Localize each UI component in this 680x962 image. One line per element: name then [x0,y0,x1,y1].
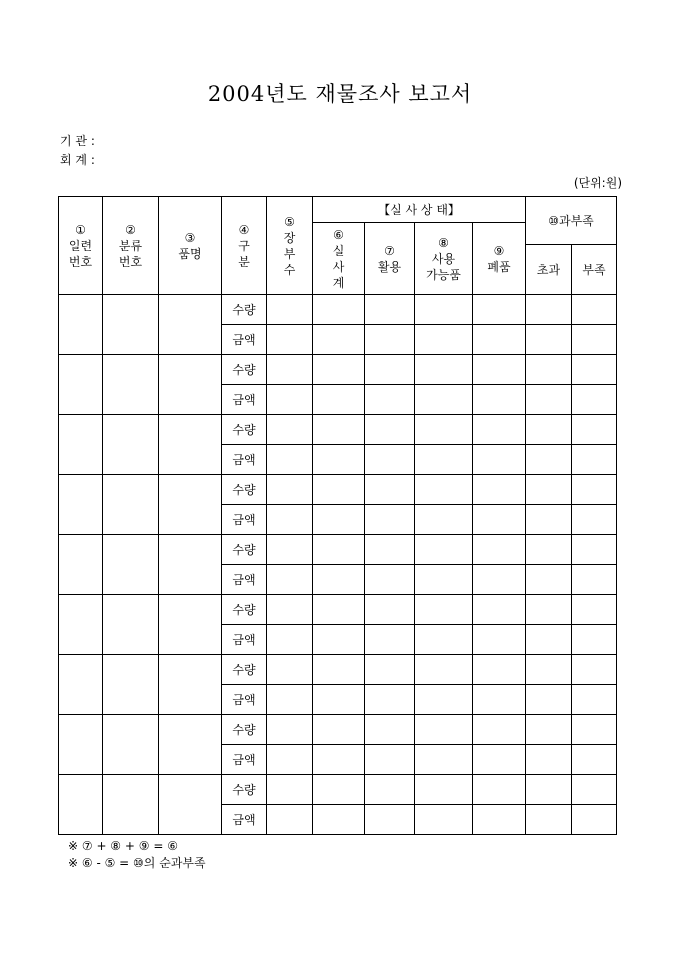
serial-no-cell[interactable] [59,475,103,535]
serial-no-cell[interactable] [59,655,103,715]
value-cell[interactable] [267,445,313,475]
quantity-label: 수량 [222,415,267,445]
value-cell[interactable] [572,445,617,475]
unit-label: (단위:원) [573,176,622,190]
value-cell[interactable] [526,535,572,565]
category-no-cell[interactable] [103,715,159,775]
value-cell[interactable] [267,415,313,445]
header-text-line: 분류 [118,238,143,253]
header-actual-status: 【실 사 상 태】 [313,197,526,223]
value-cell[interactable] [415,655,473,685]
value-cell[interactable] [473,505,526,535]
header-text-line: 장 [283,230,296,245]
header-text-line: 부 [283,246,296,261]
header-text-line: 가능품 [426,267,461,282]
header-text-line: 활용 [377,259,402,274]
value-cell[interactable] [415,775,473,805]
footnotes [68,838,206,872]
value-cell[interactable] [365,565,415,595]
item-name-cell[interactable] [159,715,222,775]
value-cell[interactable] [365,355,415,385]
amount-label: 금액 [222,805,267,835]
header-text-line: 일련 [68,238,93,253]
value-cell[interactable] [365,535,415,565]
quantity-label: 수량 [222,355,267,385]
value-cell[interactable] [365,415,415,445]
value-cell[interactable] [415,415,473,445]
value-cell[interactable] [572,655,617,685]
value-cell[interactable] [473,415,526,445]
header-text-line: ⑤ [284,214,295,229]
value-cell[interactable] [415,505,473,535]
value-cell[interactable] [415,745,473,775]
table-row [59,775,617,805]
value-cell[interactable] [267,355,313,385]
value-cell[interactable] [415,475,473,505]
category-no-cell[interactable] [103,475,159,535]
table-row [59,535,617,565]
table-row [59,715,617,745]
quantity-label: 수량 [222,655,267,685]
value-cell[interactable] [365,475,415,505]
serial-no-cell[interactable] [59,775,103,835]
header-text-line: ① [75,222,86,237]
value-cell[interactable] [415,715,473,745]
header-text-line: 폐품 [487,259,511,274]
value-cell[interactable] [473,655,526,685]
value-cell[interactable] [267,625,313,655]
value-cell[interactable] [313,535,365,565]
category-no-cell[interactable] [103,355,159,415]
value-cell[interactable] [526,415,572,445]
category-no-cell[interactable] [103,595,159,655]
header-actual-total [313,223,365,295]
value-cell[interactable] [267,385,313,415]
header-surplus: 초과 [526,245,572,295]
value-cell[interactable] [313,355,365,385]
value-cell[interactable] [572,775,617,805]
amount-label: 금액 [222,385,267,415]
value-cell[interactable] [473,805,526,835]
category-no-cell[interactable] [103,295,159,355]
value-cell[interactable] [267,775,313,805]
item-name-cell[interactable] [159,655,222,715]
header-shortage: 부족 [572,245,617,295]
header-usable [415,223,473,295]
table-row [59,355,617,385]
value-cell[interactable] [473,685,526,715]
value-cell[interactable] [267,325,313,355]
amount-label: 금액 [222,325,267,355]
value-cell[interactable] [572,475,617,505]
value-cell[interactable] [313,625,365,655]
value-cell[interactable] [313,505,365,535]
value-cell[interactable] [572,715,617,745]
quantity-label: 수량 [222,535,267,565]
value-cell[interactable] [526,385,572,415]
value-cell[interactable] [415,565,473,595]
value-cell[interactable] [267,685,313,715]
value-cell[interactable] [473,625,526,655]
value-cell[interactable] [526,775,572,805]
value-cell[interactable] [313,475,365,505]
value-cell[interactable] [313,325,365,355]
header-item-name [159,197,222,295]
value-cell[interactable] [267,565,313,595]
value-cell[interactable] [526,745,572,775]
value-cell[interactable] [313,295,365,325]
category-no-cell[interactable] [103,775,159,835]
item-name-cell[interactable] [159,595,222,655]
value-cell[interactable] [313,655,365,685]
value-cell[interactable] [313,415,365,445]
table-row [59,655,617,685]
value-cell[interactable] [313,595,365,625]
header-text-line: ④ [238,222,250,237]
value-cell[interactable] [473,355,526,385]
value-cell[interactable] [415,355,473,385]
value-cell[interactable] [313,445,365,475]
amount-label: 금액 [222,685,267,715]
value-cell[interactable] [473,295,526,325]
value-cell[interactable] [526,505,572,535]
category-no-cell[interactable] [103,415,159,475]
value-cell[interactable] [415,385,473,415]
value-cell[interactable] [526,655,572,685]
value-cell[interactable] [526,805,572,835]
serial-no-cell[interactable] [59,295,103,355]
value-cell[interactable] [526,625,572,655]
value-cell[interactable] [267,475,313,505]
org-label: 기 관 : [60,134,95,148]
value-cell[interactable] [473,475,526,505]
amount-label: 금액 [222,565,267,595]
value-cell[interactable] [365,595,415,625]
item-name-cell[interactable] [159,775,222,835]
item-name-cell[interactable] [159,415,222,475]
item-name-cell[interactable] [159,295,222,355]
value-cell[interactable] [365,325,415,355]
quantity-label: 수량 [222,775,267,805]
value-cell[interactable] [473,715,526,745]
value-cell[interactable] [473,595,526,625]
table-row [59,295,617,325]
value-cell[interactable] [313,745,365,775]
value-cell[interactable] [526,565,572,595]
serial-no-cell[interactable] [59,415,103,475]
value-cell[interactable] [365,385,415,415]
header-text-line: 계 [332,275,345,290]
header-text-line: 번호 [118,254,143,269]
item-name-cell[interactable] [159,535,222,595]
item-name-cell[interactable] [159,355,222,415]
value-cell[interactable] [572,325,617,355]
value-cell[interactable] [365,445,415,475]
quantity-label: 수량 [222,595,267,625]
quantity-label: 수량 [222,295,267,325]
header-type [222,197,267,295]
value-cell[interactable] [313,805,365,835]
table-row [59,475,617,505]
header-book-count [267,197,313,295]
value-cell[interactable] [313,565,365,595]
serial-no-cell[interactable] [59,715,103,775]
header-text-line: 실 [332,243,345,258]
value-cell[interactable] [526,295,572,325]
value-cell[interactable] [415,685,473,715]
serial-no-cell[interactable] [59,355,103,415]
value-cell[interactable] [572,505,617,535]
amount-label: 금액 [222,505,267,535]
value-cell[interactable] [365,505,415,535]
value-cell[interactable] [365,805,415,835]
footnote: ※ ⑦ + ⑧ + ⑨ = ⑥ [68,839,178,853]
value-cell[interactable] [572,535,617,565]
header-in-use [365,223,415,295]
header-text-line: 품명 [178,246,202,261]
value-cell[interactable] [415,595,473,625]
value-cell[interactable] [572,595,617,625]
table-row [59,415,617,445]
value-cell[interactable] [572,415,617,445]
header-text-line: 수 [283,262,296,277]
amount-label: 금액 [222,625,267,655]
value-cell[interactable] [267,805,313,835]
value-cell[interactable] [313,715,365,745]
value-cell[interactable] [473,385,526,415]
value-cell[interactable] [526,715,572,745]
header-text-line: ⑦ [384,243,395,258]
header-category-no [103,197,159,295]
value-cell[interactable] [415,325,473,355]
footnote: ※ ⑥ - ⑤ = ⑩의 순과부족 [68,856,206,870]
value-cell[interactable] [572,625,617,655]
value-cell[interactable] [572,685,617,715]
header-text-line: ⑧ [438,235,449,250]
value-cell[interactable] [473,535,526,565]
quantity-label: 수량 [222,715,267,745]
amount-label: 금액 [222,445,267,475]
page-title: 2004년도 재물조사 보고서 [207,82,473,106]
value-cell[interactable] [572,295,617,325]
value-cell[interactable] [415,535,473,565]
value-cell[interactable] [526,475,572,505]
serial-no-cell[interactable] [59,595,103,655]
item-name-cell[interactable] [159,475,222,535]
value-cell[interactable] [313,385,365,415]
header-text-line: 구 [238,238,250,253]
header-serial-no [59,197,103,295]
value-cell[interactable] [365,685,415,715]
value-cell[interactable] [313,775,365,805]
value-cell[interactable] [365,715,415,745]
value-cell[interactable] [267,595,313,625]
value-cell[interactable] [267,535,313,565]
value-cell[interactable] [473,565,526,595]
value-cell[interactable] [267,745,313,775]
value-cell[interactable] [526,325,572,355]
value-cell[interactable] [526,445,572,475]
header-text-line: ⑨ [493,243,505,258]
value-cell[interactable] [267,295,313,325]
value-cell[interactable] [572,385,617,415]
table-row [59,595,617,625]
category-no-cell[interactable] [103,655,159,715]
quantity-label: 수량 [222,475,267,505]
value-cell[interactable] [313,685,365,715]
value-cell[interactable] [572,355,617,385]
header-text-line: 사용 [431,251,456,266]
inventory-table [58,196,617,835]
header-text-line: 분 [238,254,250,269]
value-cell[interactable] [365,625,415,655]
value-cell[interactable] [415,805,473,835]
value-cell[interactable] [415,295,473,325]
value-cell[interactable] [267,655,313,685]
header-text-line: ② [125,222,136,237]
value-cell[interactable] [526,685,572,715]
header-text-line: ③ [184,230,196,245]
value-cell[interactable] [365,775,415,805]
value-cell[interactable] [365,295,415,325]
serial-no-cell[interactable] [59,535,103,595]
value-cell[interactable] [415,625,473,655]
header-text-line: 사 [332,259,345,274]
header-surplus-shortage: ⑩과부족 [526,197,617,245]
value-cell[interactable] [415,445,473,475]
value-cell[interactable] [267,715,313,745]
value-cell[interactable] [526,595,572,625]
value-cell[interactable] [572,805,617,835]
amount-label: 금액 [222,745,267,775]
header-scrap [473,223,526,295]
value-cell[interactable] [473,445,526,475]
value-cell[interactable] [473,325,526,355]
value-cell[interactable] [473,745,526,775]
value-cell[interactable] [526,355,572,385]
value-cell[interactable] [365,745,415,775]
value-cell[interactable] [365,655,415,685]
account-label: 회 계 : [60,153,95,167]
header-text-line: 번호 [68,254,93,269]
value-cell[interactable] [572,745,617,775]
value-cell[interactable] [267,505,313,535]
value-cell[interactable] [473,775,526,805]
value-cell[interactable] [572,565,617,595]
category-no-cell[interactable] [103,535,159,595]
header-text-line: ⑥ [333,227,344,242]
